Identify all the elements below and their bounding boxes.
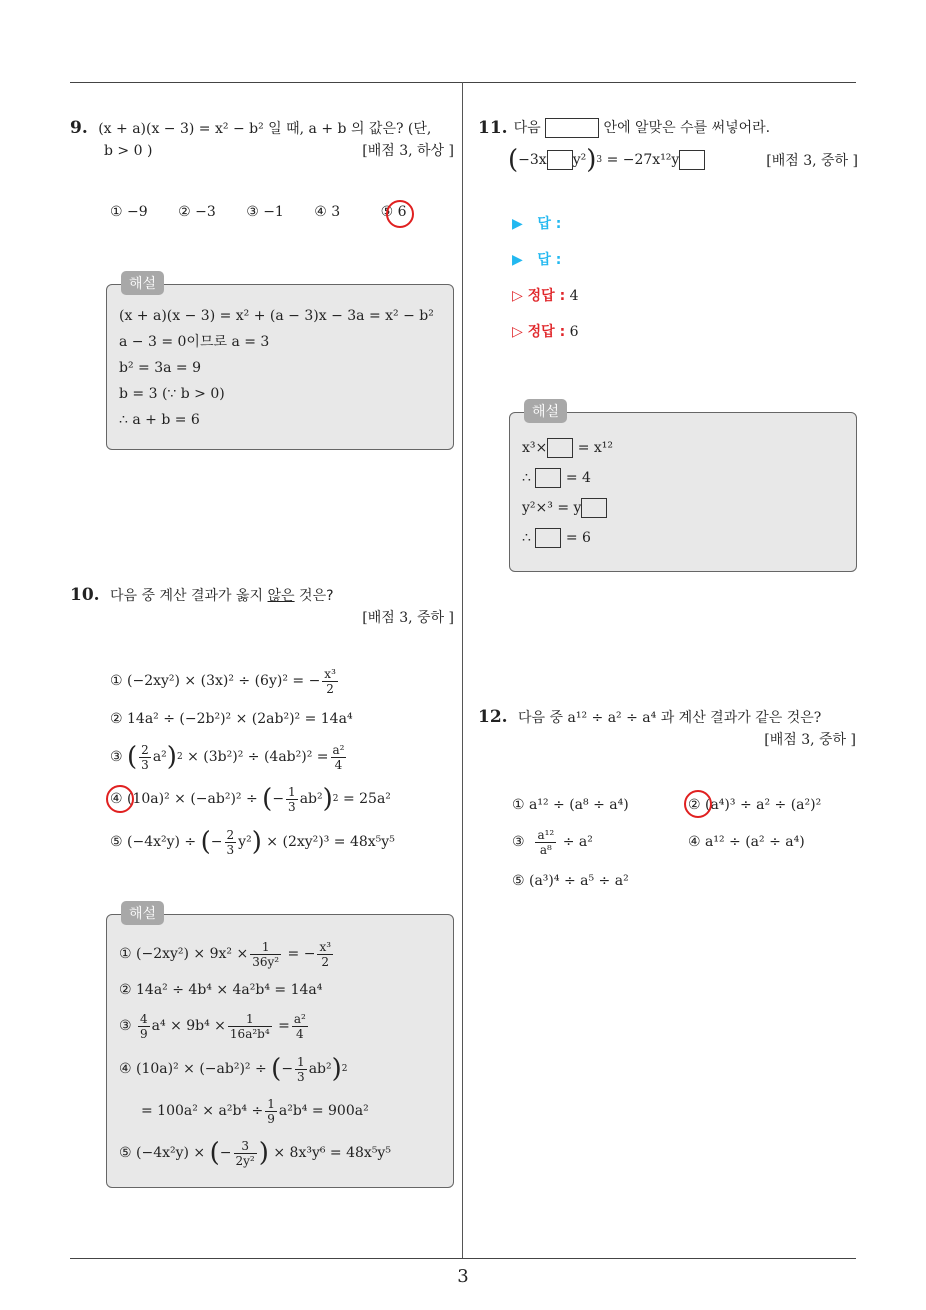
numerator: a¹² (537, 827, 555, 842)
correct-label: 정답 : (527, 288, 566, 304)
choice-2[interactable]: ② (a⁴)³ ÷ a² ÷ (a²)² (688, 797, 822, 813)
paren-close: ) (258, 1138, 269, 1168)
explanation-line: a − 3 = 0이므로 a = 3 (119, 334, 270, 350)
term: = −27x¹²y (606, 152, 680, 168)
question-text: (x + a)(x − 3) = x² − b² 일 때, a + b 의 값은? (단, (98, 121, 432, 137)
correct-row (512, 314, 579, 350)
fraction (292, 1012, 308, 1041)
correct-value: 6 (569, 324, 579, 340)
explanation-label: 해설 (121, 271, 164, 295)
choice-text: ① (−2xy²) × (3x)² ÷ (6y)² = − (110, 673, 321, 689)
explanation-line (522, 523, 613, 553)
blank-box (545, 118, 599, 138)
choice-1[interactable] (110, 660, 395, 702)
choice-4[interactable]: ④ 3 (314, 204, 341, 220)
choice-1[interactable]: ① a¹² ÷ (a⁸ ÷ a⁴) (512, 797, 629, 813)
denominator: 9 (267, 1111, 275, 1126)
choice-3[interactable] (512, 828, 688, 857)
term: −3x (518, 152, 547, 168)
score-label: [배점 3, 하상 ] (362, 143, 454, 159)
denominator: 4 (292, 1026, 308, 1041)
term: y² (238, 834, 252, 850)
choice-4[interactable]: ④ a¹² ÷ (a² ÷ a⁴) (688, 834, 805, 850)
term: ab² (299, 791, 323, 807)
question-number: 12. (478, 707, 508, 727)
correct-value: 4 (569, 288, 579, 304)
choice-text-end: = 25a² (342, 791, 391, 807)
paren-open: ( (508, 145, 519, 175)
choice-2[interactable]: ② −3 (178, 204, 216, 220)
ex-text-end: × 8x³y⁶ = 48x⁵y⁵ (273, 1145, 391, 1161)
q10-explanation-box (106, 906, 454, 1188)
fraction (139, 743, 151, 772)
answer-label: 답 : (537, 252, 562, 268)
denominator: 9 (140, 1026, 148, 1041)
ex-text: ① (−2xy²) × 9x² × (119, 946, 249, 962)
ex-text: y²×³ = y (522, 500, 582, 516)
numerator: 2 (226, 827, 235, 842)
fraction (138, 1012, 150, 1041)
numerator: 1 (297, 1054, 305, 1069)
explanation-line: b = 3 (∵ b > 0) (119, 386, 225, 402)
question-9 (70, 117, 454, 162)
answer-label: 답 : (537, 216, 562, 232)
explanation-line (522, 493, 613, 523)
column-divider (462, 82, 463, 1258)
answer-row (512, 242, 579, 278)
numerator: 4 (140, 1011, 148, 1026)
correct-arrow-icon: ▷ (512, 288, 528, 304)
explanation-line (522, 463, 613, 493)
blank-box (547, 438, 573, 458)
numerator: a² (332, 742, 345, 757)
choice-text: × (3b²)² ÷ (4ab²)² = (187, 749, 329, 765)
answer-row (512, 206, 579, 242)
ex-text-end: = x¹² (577, 440, 614, 456)
blank-box (679, 150, 705, 170)
fraction (225, 828, 237, 857)
paren-open: ( (262, 784, 273, 814)
denominator: 2 (317, 954, 333, 969)
paren-close: ) (166, 742, 177, 772)
fraction (535, 828, 556, 857)
selected-answer-mark (386, 200, 414, 228)
numerator: 1 (245, 1011, 254, 1026)
blank-box (581, 498, 607, 518)
choice-text: ⑤ (−4x²y) ÷ (110, 834, 197, 850)
explanation-line (522, 433, 613, 463)
explanation-line: b² = 3a = 9 (119, 360, 201, 376)
q9-explanation-box (106, 276, 454, 450)
q11-explanation-box (509, 404, 857, 572)
numerator: 2 (141, 742, 149, 757)
score-label: [배점 3, 중하 ] (764, 732, 856, 748)
denominator: a⁸ (535, 842, 556, 857)
paren-open: ( (271, 1054, 282, 1084)
answer-arrow-icon: ▶ (512, 216, 538, 232)
bottom-rule (70, 1258, 856, 1259)
selected-answer-mark (106, 785, 134, 813)
correct-row (512, 278, 579, 314)
paren-open: ( (209, 1138, 220, 1168)
ex-text: = 100a² × a²b⁴ ÷ (141, 1103, 264, 1119)
ex-text: ④ (10a)² × (−ab²)² ÷ (119, 1061, 267, 1077)
choice-text: ④ (10a)² × (−ab²)² ÷ (110, 791, 258, 807)
ex-text: a⁴ × 9b⁴ × (151, 1018, 226, 1034)
denominator: 36y² (252, 954, 280, 969)
term: y² (572, 152, 587, 168)
question-text: 다음 중 계산 결과가 옳지 (110, 588, 268, 604)
numerator: 1 (261, 939, 270, 954)
ex-text: x³× (522, 440, 548, 456)
choice-1[interactable]: ① −9 (110, 204, 148, 220)
denominator: 3 (141, 757, 149, 772)
page-number: 3 (457, 1266, 469, 1287)
denominator: 3 (297, 1069, 305, 1084)
fraction (317, 940, 333, 969)
question-number: 9. (70, 118, 88, 138)
question-text: 다음 (513, 120, 541, 136)
correct-arrow-icon: ▷ (512, 324, 528, 340)
choice-marker: ③ (110, 749, 128, 765)
fraction (265, 1097, 277, 1126)
blank-box (535, 468, 561, 488)
denominator: 3 (288, 799, 296, 814)
correct-label: 정답 : (527, 324, 566, 340)
ex-marker: ③ (119, 1018, 137, 1034)
explanation-line: ∴ a + b = 6 (119, 412, 200, 428)
q11-answers (512, 206, 579, 350)
choice-text: ÷ a² (562, 834, 593, 850)
question-emphasis: 않은 (267, 588, 295, 604)
paren-close: ) (251, 827, 262, 857)
choice-5[interactable]: ⑤ 6 (380, 204, 407, 220)
denominator: 2y² (235, 1153, 255, 1168)
explanation-line: ③ $\frac{4}{9}$ a⁴ × 9b⁴ × $\frac{1}{\text{16a²b⁴}}$ = $\frac{\text{a²}}{4}$ (119, 1011, 306, 1041)
q11-expression: ( −3x y² ) 3 = −27x¹²y (508, 145, 705, 175)
explanation-line: ④ (10a)² × (−ab²)² ÷ ( − $\frac{1}{3}$ ab² ) 2 (119, 1054, 348, 1084)
numerator: x³ (319, 939, 332, 954)
fraction (295, 1055, 307, 1084)
choice-2[interactable]: ② 14a² ÷ (−2b²)² × (2ab²)² = 14a⁴ (110, 711, 353, 727)
paren-close: ) (586, 145, 597, 175)
paren-open: ( (200, 827, 211, 857)
choice-4[interactable]: ④ (10a)² × (−ab²)² ÷ ( − $\frac{1}{3}$ ab² ) 2 = 25a² (110, 784, 391, 814)
denominator: 4 (331, 757, 347, 772)
selected-answer-mark (684, 790, 712, 818)
ex-text-end: a²b⁴ = 900a² (278, 1103, 369, 1119)
question-number: 11. (478, 118, 508, 138)
paren-open: ( (127, 742, 138, 772)
denominator: 3 (226, 842, 235, 857)
explanation-label: 해설 (121, 901, 164, 925)
numerator: 3 (241, 1138, 249, 1153)
denominator: 2 (322, 681, 338, 696)
explanation-line: ① (−2xy²) × 9x² × $\frac{1}{\text{36y²}}$ = − $\frac{\text{x³}}{2}$ (119, 939, 332, 969)
blank-box (547, 150, 573, 170)
choice-marker: ③ (512, 834, 534, 850)
numerator: a² (293, 1011, 306, 1026)
explanation-label: 해설 (524, 399, 567, 423)
fraction (286, 785, 298, 814)
q9-choices (110, 204, 433, 220)
top-rule (70, 82, 856, 83)
fraction (331, 743, 347, 772)
question-text-end: 안에 알맞은 수를 써넣어라. (603, 120, 771, 136)
denominator: 16a²b⁴ (229, 1026, 270, 1041)
question-number: 10. (70, 585, 100, 605)
explanation-line: (x + a)(x − 3) = x² + (a − 3)x − 3a = x² − b² (119, 308, 434, 324)
explanation-line (119, 1091, 391, 1131)
question-text-cont: b > 0 ) (104, 143, 153, 159)
question-text-end: 것은? (294, 588, 334, 604)
q10-choices (110, 660, 395, 864)
choice-text-end: × (2xy²)³ = 48x⁵y⁵ (266, 834, 395, 850)
answer-arrow-icon: ▶ (512, 252, 538, 268)
score-label: [배점 3, 중하 ] (766, 153, 858, 169)
choice-5[interactable]: ⑤ (−4x²y) ÷ ( − $\frac{2}{3}$ y² ) × (2xy²)³ = 48x⁵y⁵ (110, 827, 395, 857)
ex-text: ∴ (522, 530, 531, 546)
numerator: 1 (288, 784, 296, 799)
choice-5[interactable]: ⑤ (a³)⁴ ÷ a⁵ ÷ a² (512, 873, 629, 889)
fraction (228, 1012, 272, 1041)
question-12 (478, 706, 856, 751)
ex-text: ⑤ (−4x²y) × (119, 1145, 206, 1161)
question-10 (70, 584, 454, 629)
choice-3[interactable]: ③ −1 (246, 204, 284, 220)
paren-close: ) (322, 784, 333, 814)
fraction (250, 940, 281, 969)
score-label: [배점 3, 중하 ] (362, 610, 454, 626)
fraction (322, 667, 338, 696)
question-11 (478, 117, 858, 175)
question-text: 다음 중 a¹² ÷ a² ÷ a⁴ 과 계산 결과가 같은 것은? (518, 710, 822, 726)
explanation-line: ② 14a² ÷ 4b⁴ × 4a²b⁴ = 14a⁴ (119, 982, 323, 998)
ex-text: ∴ (522, 470, 531, 486)
explanation-line: ⑤ (−4x²y) × ( − $\frac{3}{\text{2y²}}$ ) × 8x³y⁶ = 48x⁵y⁵ (119, 1138, 391, 1168)
ex-text-end: = 6 (565, 530, 591, 546)
term: a² (152, 749, 167, 765)
numerator: 1 (267, 1096, 275, 1111)
choice-3[interactable]: ③ ( $\frac{2}{3}$ a² ) 2 × (3b²)² ÷ (4ab²)² = $\frac{\text{a²}}{4}$ (110, 742, 345, 772)
paren-close: ) (331, 1054, 342, 1084)
fraction (234, 1139, 257, 1168)
ex-text-end: = 4 (565, 470, 591, 486)
numerator: x³ (324, 666, 336, 681)
blank-box (535, 528, 561, 548)
term: ab² (308, 1061, 332, 1077)
